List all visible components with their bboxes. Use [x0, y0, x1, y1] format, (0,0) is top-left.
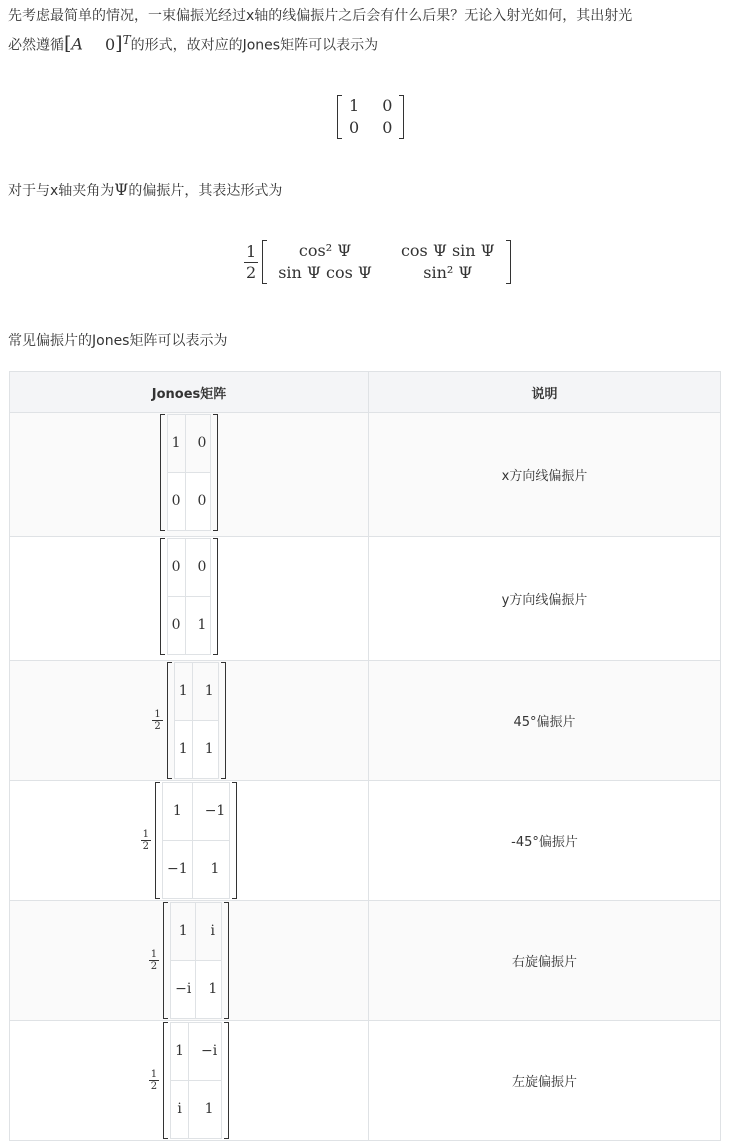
matrix — [160, 538, 219, 655]
left-bracket — [160, 538, 165, 655]
matrix-entry: 1 — [185, 597, 211, 655]
table-intro: 常见偏振片的Jones矩阵可以表示为 — [8, 333, 228, 349]
matrix — [163, 902, 229, 1019]
description-cell: 右旋偏振片 — [369, 901, 721, 1021]
fraction — [141, 829, 151, 852]
m11: 1 — [349, 96, 360, 115]
right-bracket — [506, 240, 511, 284]
cell-math — [160, 538, 219, 655]
matrix — [167, 662, 226, 779]
matrix-entry: 1 — [196, 961, 222, 1019]
right-bracket — [232, 782, 237, 899]
fraction — [152, 709, 162, 732]
vector-left-bracket: [ — [64, 32, 72, 55]
cell-math — [149, 1022, 230, 1139]
m12: cos Ψ sin Ψ — [400, 241, 495, 260]
vector-right-bracket: ] — [115, 32, 123, 55]
matrix-cell — [10, 661, 369, 781]
right-bracket — [399, 95, 404, 139]
header-description: 说明 — [369, 372, 721, 413]
matrix-entry: 0 — [167, 539, 185, 597]
description-cell: 45°偏振片 — [369, 661, 721, 781]
matrix-cell — [10, 413, 369, 537]
intro-line2-pre: 必然遵循 — [8, 37, 64, 54]
fraction-numerator: 1 — [154, 709, 161, 720]
m22: sin² Ψ — [423, 263, 473, 282]
matrix-entry: 1 — [174, 663, 192, 721]
fraction-denominator: 2 — [150, 961, 158, 972]
fraction-denominator: 2 — [154, 721, 161, 732]
table-row — [10, 781, 721, 901]
matrix-entry: 0 — [185, 415, 211, 473]
fraction-numerator: 1 — [246, 241, 257, 261]
matrix — [337, 95, 404, 139]
matrix — [155, 782, 237, 899]
matrix-entry: 0 — [185, 539, 211, 597]
table-row — [10, 537, 721, 661]
matrix-entry: 1 — [167, 415, 185, 473]
fraction-denominator: 2 — [246, 262, 257, 282]
matrix — [163, 1022, 229, 1139]
intro-line1: 先考虑最简单的情况，一束偏振光经过x轴的线偏振片之后会有什么后果？无论入射光如何，其出射光 — [8, 8, 633, 24]
left-bracket — [337, 95, 342, 139]
matrix-entry: 1 — [171, 903, 196, 961]
matrix — [262, 240, 511, 284]
right-bracket — [224, 1022, 229, 1139]
right-bracket — [221, 662, 226, 779]
matrix-entry: 0 — [167, 597, 185, 655]
right-bracket — [224, 902, 229, 1019]
fraction — [244, 242, 258, 283]
m21: sin Ψ cos Ψ — [278, 263, 372, 282]
matrix-entry: i — [196, 903, 222, 961]
matrix-entry: 1 — [163, 783, 193, 841]
fraction-numerator: 1 — [150, 1069, 158, 1080]
matrix-entry: 1 — [192, 721, 218, 779]
m21: 0 — [349, 118, 360, 137]
matrix-entry: 1 — [189, 1081, 222, 1139]
table-row — [10, 661, 721, 781]
left-bracket — [167, 662, 172, 779]
matrix-entry: 1 — [192, 841, 230, 899]
cell-math — [160, 414, 219, 531]
jones-matrix-table — [9, 371, 721, 1141]
matrix-cell — [10, 537, 369, 661]
header-matrix: Jonoes矩阵 — [10, 372, 369, 413]
angle-paragraph — [8, 178, 728, 203]
general-polarizer-equation — [244, 240, 511, 284]
matrix-entry: 0 — [185, 473, 211, 531]
intro-paragraph — [8, 4, 728, 58]
table-row — [10, 1021, 721, 1141]
left-bracket — [160, 414, 165, 531]
left-bracket — [163, 902, 168, 1019]
m22: 0 — [382, 118, 393, 137]
matrix-entry: −1 — [192, 783, 230, 841]
m11: cos² Ψ — [298, 241, 352, 260]
matrix-cell — [10, 1021, 369, 1141]
matrix-entry: 1 — [192, 663, 218, 721]
cell-math — [152, 662, 225, 779]
fraction-denominator: 2 — [142, 841, 150, 852]
cell-math — [149, 902, 230, 1019]
matrix-cell — [10, 781, 369, 901]
fraction-numerator: 1 — [150, 949, 158, 960]
matrix-entry: i — [171, 1081, 189, 1139]
matrix-entry: −i — [171, 961, 196, 1019]
matrix-entry: 0 — [167, 473, 185, 531]
matrix-entry: 1 — [174, 721, 192, 779]
intro-line2-post: 的形式，故对应的Jones矩阵可以表示为 — [130, 37, 379, 54]
description-cell: x方向线偏振片 — [369, 413, 721, 537]
matrix-entry: −i — [189, 1023, 222, 1081]
x-polarizer-equation — [337, 95, 404, 139]
right-bracket — [213, 414, 218, 531]
m12: 0 — [382, 96, 393, 115]
fraction-denominator: 2 — [150, 1081, 158, 1092]
matrix-cell — [10, 901, 369, 1021]
psi-symbol: Ψ — [114, 180, 129, 199]
matrix-entry: −1 — [163, 841, 193, 899]
fraction — [149, 949, 159, 972]
matrix — [160, 414, 219, 531]
fraction-numerator: 1 — [142, 829, 150, 840]
matrix-entry: 1 — [171, 1023, 189, 1081]
description-cell: -45°偏振片 — [369, 781, 721, 901]
cell-math — [141, 782, 238, 899]
vector-a: A — [71, 34, 83, 54]
left-bracket — [262, 240, 267, 284]
description-cell: 左旋偏振片 — [369, 1021, 721, 1141]
description-cell: y方向线偏振片 — [369, 537, 721, 661]
left-bracket — [163, 1022, 168, 1139]
angle-pre: 对于与x轴夹角为 — [8, 183, 115, 199]
vector-zero: 0 — [104, 34, 116, 54]
transpose-sup: T — [122, 33, 131, 47]
fraction — [149, 1069, 159, 1092]
right-bracket — [213, 538, 218, 655]
table-row — [10, 901, 721, 1021]
angle-post: 的偏振片，其表达形式为 — [128, 183, 283, 199]
left-bracket — [155, 782, 160, 899]
table-row — [10, 413, 721, 537]
